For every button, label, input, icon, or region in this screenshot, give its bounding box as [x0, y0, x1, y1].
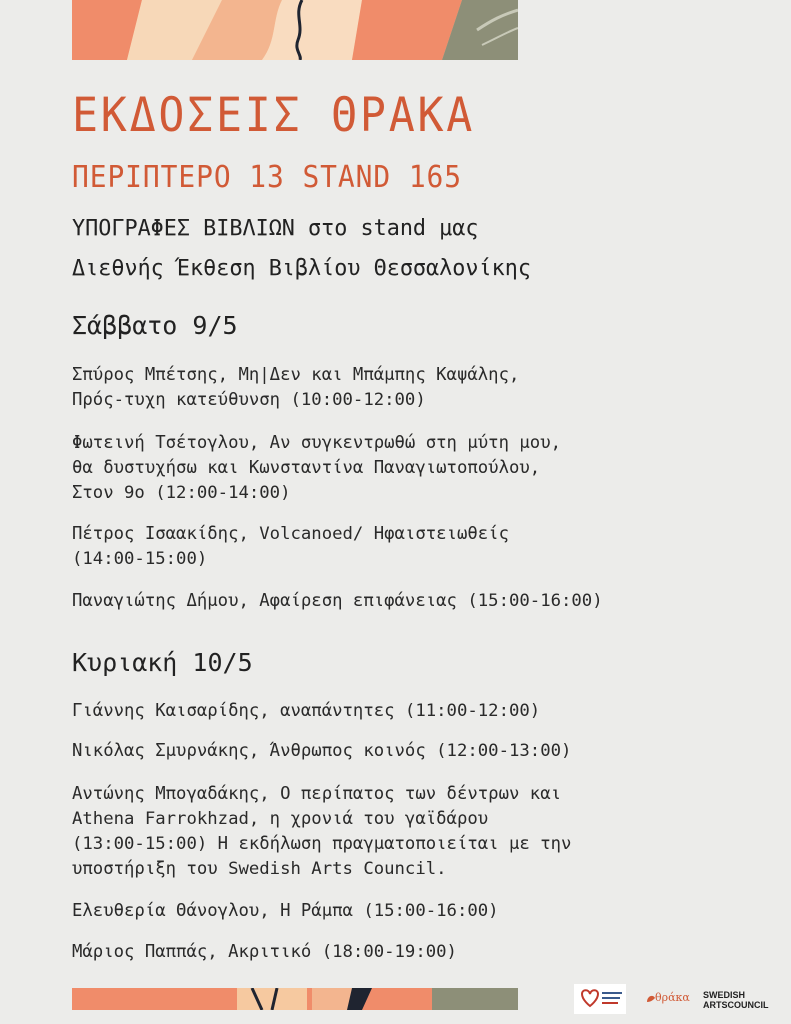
entry-line: υποστήριξη του Swedish Arts Council.: [72, 859, 447, 879]
schedule-entry: [72, 363, 712, 413]
entry-line: Athena Farrokhzad, η χρονιά του γαϊδάρου: [72, 809, 489, 829]
entry-line: θα δυστυχήσω και Κωνσταντίνα Παναγιωτοπούλου,: [72, 458, 541, 478]
entry-line: Ελευθερία Θάνογλου, Η Ράμπα (15:00-16:00): [72, 901, 499, 921]
schedule-entry: [72, 899, 712, 924]
stand-number: ΠΕΡΙΠΤΕΡΟ 13 STAND 165: [72, 160, 463, 195]
partner-logo-icon: [574, 984, 626, 1014]
entry-line: (14:00-15:00): [72, 549, 208, 569]
entry-line: Σπύρος Μπέτσης, Μη|Δεν και Μπάμπης Καψάλης,: [72, 365, 520, 385]
entry-line: Νικόλας Σμυρνάκης, Άνθρωπος κοινός (12:00-13:00): [72, 741, 572, 761]
header-artwork: [72, 0, 518, 60]
entry-line: Παναγιώτης Δήμου, Αφαίρεση επιφάνειας (15:00-16:00): [72, 591, 603, 611]
event-subtitle: ΥΠΟΓΡΑΦΕΣ ΒΙΒΛΙΩΝ στο stand μας: [72, 216, 479, 241]
entry-line: Πρός-τυχη κατεύθυνση (10:00-12:00): [72, 390, 426, 410]
entry-line: Γιάννης Καισαρίδης, αναπάντητες (11:00-12:00): [72, 701, 541, 721]
footer-artwork: [72, 988, 518, 1010]
swedish-arts-council-logo: [703, 990, 769, 1010]
entry-line: (13:00-15:00) Η εκδήλωση πραγματοποιείται με την: [72, 834, 572, 854]
entry-line: Μάριος Παππάς, Ακριτικό (18:00-19:00): [72, 942, 457, 962]
entry-line: Φωτεινή Τσέτογλου, Αν συγκεντρωθώ στη μύτη μου,: [72, 433, 561, 453]
entry-line: Πέτρος Ισαακίδης, Volcanoed/ Ηφαιστειωθείς: [72, 524, 509, 544]
day-heading-saturday: Σάββατο 9/5: [72, 311, 238, 340]
publisher-title: ΕΚΔΟΣΕΙΣ ΘΡΑΚΑ: [72, 88, 476, 143]
entry-line: Αντώνης Μπογαδάκης, Ο περίπατος των δέντρων και: [72, 784, 561, 804]
schedule-entry: [72, 782, 712, 882]
fair-name: Διεθνής Έκθεση Βιβλίου Θεσσαλονίκης: [72, 256, 531, 281]
entry-line: Στον 9ο (12:00-14:00): [72, 483, 291, 503]
day-heading-sunday: Κυριακή 10/5: [72, 648, 253, 677]
sac-logo-line: ARTSCOUNCIL: [703, 1000, 769, 1010]
schedule-entry: [72, 522, 712, 572]
schedule-entry: [72, 699, 712, 724]
thraka-logo-text: θράκα: [655, 991, 690, 1004]
schedule-entry: [72, 940, 712, 965]
schedule-entry: [72, 431, 712, 506]
schedule-entry: [72, 589, 712, 614]
sac-logo-line: SWEDISH: [703, 990, 746, 1000]
schedule-entry: [72, 739, 712, 764]
